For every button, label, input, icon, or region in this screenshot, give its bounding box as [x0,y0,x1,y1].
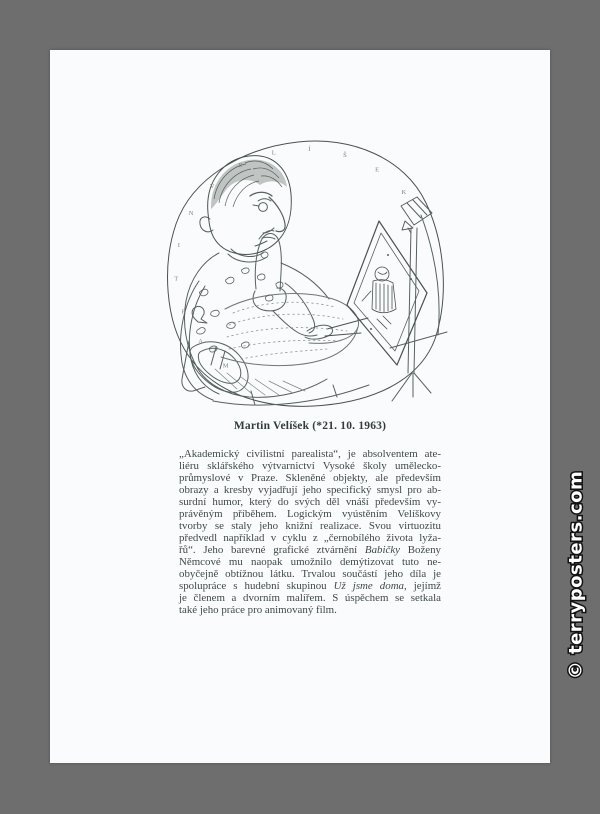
border-letter: M [222,362,229,370]
figure-body [185,230,369,397]
border-letter: T [174,275,179,283]
biography-segment: „Akademický civilistní parealista“, je absolventem ate- [179,448,441,460]
nose [269,197,285,232]
high-chair [181,281,369,405]
biography-line [179,568,441,580]
border-letter: E [375,166,380,174]
biography-segment: obyčejně obtížnou látku. Trvalou součástí jeho díla je [179,568,441,580]
biography-segment: právěným příběhem. Logickým vyústěním Velíškovy [179,508,441,520]
lap-shading [215,369,305,395]
hair [211,160,287,209]
biography-line [179,592,441,604]
border-letter: N [188,210,194,218]
biography-segment: předvedl například v cyklu z „černobílého života lyža- [179,532,441,544]
biography-segment: řů“. Jeho barevné grafické ztvárnění [179,544,365,556]
border-letter: A [198,338,203,346]
page-title: Martin Velíšek (*21. 10. 1963) [233,420,387,432]
border-letter: I [177,241,180,249]
poster-page [50,50,550,763]
border-letter: R [181,308,186,316]
biography-segment: obrazy a kresby vyjadřují jeho specifický smysl pro ab- [179,484,441,496]
biography-segment: liéru sklářského výtvarnictví Vysoké školy umělecko- [179,460,441,472]
watermark [558,470,594,680]
biography-segment: Boženy [400,544,442,556]
biography-line [179,484,441,496]
lamp [401,197,432,233]
biography-line [179,532,441,544]
brow [250,192,272,196]
easel [347,197,447,401]
watermark-text: © terryposters.com [565,470,587,680]
biography-line [179,472,441,484]
biography-segment: spolupráce s hudební skupinou [179,580,334,592]
biography-segment: průmyslové v Praze. Skleněné objekty, ale především [179,472,441,484]
biography-italic-segment: Už jsme doma, [333,580,407,592]
blob-border [168,141,444,406]
biography-segment: surdní humor, který do svých děl vnáší především vy- [179,496,441,508]
biography-line [179,520,441,532]
biography-italic-segment: Babičky [364,544,400,556]
canvas-portrait [362,267,396,329]
biography-segment: jejímž [406,580,441,592]
border-letter: E [238,162,243,170]
biography-line [179,544,441,556]
biography-line [179,604,441,616]
biography-segment: je členem a dvorním malířem. S úspěchem se setkala [179,592,441,604]
biography-line [179,580,441,592]
biography-line [179,508,441,520]
velisek-illustration [155,133,455,413]
eye-glass [259,203,268,212]
biography-paragraph [179,448,441,616]
crossed-leg [221,294,359,366]
biography-line [179,496,441,508]
biography-line [179,556,441,568]
biography-segment: Němcové mu naopak umožnilo demýtizovat tuto ne- [179,556,441,568]
border-letter: K [401,189,407,197]
border-letter: Í [308,146,311,154]
biography-line [179,448,441,460]
biography-segment: také jeho práce pro animovaný film. [179,604,337,616]
mouth [262,237,275,239]
biography-segment: tvorby se staly jeho knižní realizace. Svou virtuozitu [179,520,441,532]
biography-line [179,460,441,472]
border-letter: V [209,182,215,190]
border-letter: Š [343,151,347,159]
border-letter: L [271,149,276,157]
